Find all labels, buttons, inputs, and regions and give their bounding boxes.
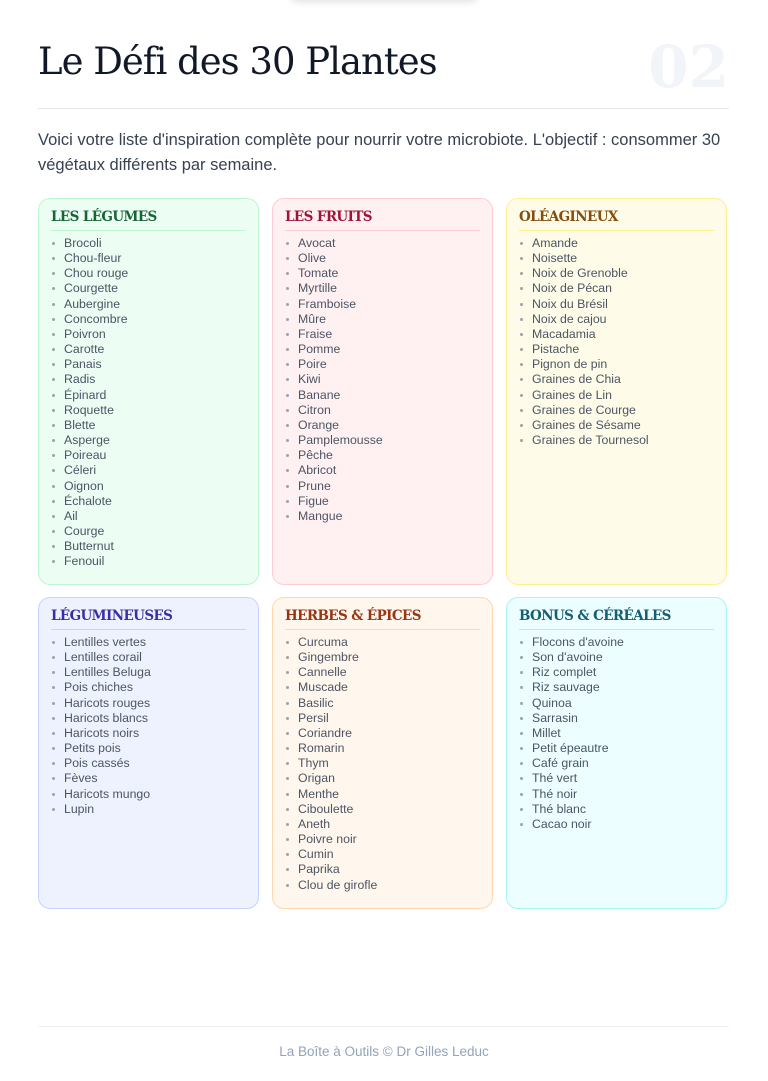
plant-list-item: Tomate (285, 266, 480, 281)
plant-list-item: Prune (285, 479, 480, 494)
plant-list-item: Graines de Chia (519, 372, 714, 387)
plant-list-item: Muscade (285, 680, 480, 695)
plant-list-item: Graines de Sésame (519, 418, 714, 433)
plant-list-item: Graines de Courge (519, 403, 714, 418)
plant-list-item: Lentilles corail (51, 650, 246, 665)
plant-list-item: Haricots noirs (51, 726, 246, 741)
category-title: LÉGUMINEUSES (51, 608, 246, 630)
plant-list-item: Aubergine (51, 297, 246, 312)
plant-list-item: Asperge (51, 433, 246, 448)
plant-list-item: Noix de Pécan (519, 281, 714, 296)
plant-list-item: Panais (51, 357, 246, 372)
plant-list (519, 236, 714, 448)
plant-list-item: Haricots rouges (51, 696, 246, 711)
plant-list-item: Pêche (285, 448, 480, 463)
plant-list-item: Blette (51, 418, 246, 433)
plant-list-item: Noix du Brésil (519, 297, 714, 312)
plant-list-item: Pois cassés (51, 756, 246, 771)
category-title: BONUS & CÉRÉALES (519, 608, 714, 630)
category-title: LES FRUITS (285, 209, 480, 231)
plant-list-item: Oignon (51, 479, 246, 494)
category-card-bonus-cereales (506, 597, 727, 909)
plant-list-item: Avocat (285, 236, 480, 251)
plant-list-item: Haricots mungo (51, 787, 246, 802)
plant-list-item: Persil (285, 711, 480, 726)
plant-list-item: Kiwi (285, 372, 480, 387)
plant-list-item: Carotte (51, 342, 246, 357)
plant-list (519, 635, 714, 832)
plant-list-item: Chou-fleur (51, 251, 246, 266)
category-card-legumineuses (38, 597, 259, 909)
plant-list-item: Gingembre (285, 650, 480, 665)
plant-list-item: Citron (285, 403, 480, 418)
plant-list-item: Roquette (51, 403, 246, 418)
plant-list (51, 236, 246, 569)
plant-list-item: Paprika (285, 862, 480, 877)
plant-list-item: Basilic (285, 696, 480, 711)
plant-list-item: Brocoli (51, 236, 246, 251)
plant-list-item: Cumin (285, 847, 480, 862)
plant-list-item: Figue (285, 494, 480, 509)
category-title: HERBES & ÉPICES (285, 608, 480, 630)
page-title: Le Défi des 30 Plantes (38, 40, 437, 83)
plant-list-item: Flocons d'avoine (519, 635, 714, 650)
plant-list-item: Son d'avoine (519, 650, 714, 665)
plant-list-item: Thé noir (519, 787, 714, 802)
plant-list-item: Poireau (51, 448, 246, 463)
plant-list-item: Riz sauvage (519, 680, 714, 695)
plant-list-item: Millet (519, 726, 714, 741)
plant-list-item: Coriandre (285, 726, 480, 741)
plant-list-item: Thé blanc (519, 802, 714, 817)
plant-list-item: Romarin (285, 741, 480, 756)
plant-list-item: Chou rouge (51, 266, 246, 281)
plant-list-item: Orange (285, 418, 480, 433)
plant-list-item: Cacao noir (519, 817, 714, 832)
plant-list-item: Graines de Lin (519, 388, 714, 403)
plant-list-item: Épinard (51, 388, 246, 403)
plant-list-item: Menthe (285, 787, 480, 802)
page-header (38, 33, 729, 109)
plant-list-item: Pistache (519, 342, 714, 357)
footer-divider (38, 1026, 729, 1027)
plant-list-item: Clou de girofle (285, 878, 480, 893)
plant-list-item: Mûre (285, 312, 480, 327)
plant-list-item: Cannelle (285, 665, 480, 680)
plant-list-item: Poivre noir (285, 832, 480, 847)
plant-list-item: Mangue (285, 509, 480, 524)
plant-list-item: Curcuma (285, 635, 480, 650)
plant-list-item: Amande (519, 236, 714, 251)
category-title: OLÉAGINEUX (519, 209, 714, 231)
page-number: 02 (648, 33, 729, 101)
plant-list (285, 635, 480, 893)
plant-list (285, 236, 480, 524)
plant-list-item: Olive (285, 251, 480, 266)
category-card-oleagineux (506, 198, 727, 585)
category-card-herbes-epices (272, 597, 493, 909)
plant-list-item: Petits pois (51, 741, 246, 756)
plant-list-item: Café grain (519, 756, 714, 771)
category-card-legumes (38, 198, 259, 585)
plant-list-item: Haricots blancs (51, 711, 246, 726)
footer-text: La Boîte à Outils © Dr Gilles Leduc (279, 1044, 489, 1059)
plant-list-item: Lentilles Beluga (51, 665, 246, 680)
plant-list-item: Courge (51, 524, 246, 539)
plant-list-item: Pamplemousse (285, 433, 480, 448)
plant-list-item: Ciboulette (285, 802, 480, 817)
plant-list-item: Framboise (285, 297, 480, 312)
plant-list-item: Noisette (519, 251, 714, 266)
plant-list-item: Radis (51, 372, 246, 387)
plant-list-item: Poivron (51, 327, 246, 342)
plant-list-item: Concombre (51, 312, 246, 327)
category-card-fruits (272, 198, 493, 585)
plant-list-item: Noix de Grenoble (519, 266, 714, 281)
plant-list-item: Aneth (285, 817, 480, 832)
intro-text: Voici votre liste d'inspiration complète pour nourrir votre microbiote. L'objectif : consommer 30 végétaux différents par semaine. (38, 131, 721, 174)
plant-list-item: Courgette (51, 281, 246, 296)
plant-list-item: Graines de Tournesol (519, 433, 714, 448)
plant-list-item: Sarrasin (519, 711, 714, 726)
plant-list-item: Poire (285, 357, 480, 372)
plant-list-item: Lentilles vertes (51, 635, 246, 650)
plant-list-item: Origan (285, 771, 480, 786)
plant-list-item: Banane (285, 388, 480, 403)
plant-list-item: Pomme (285, 342, 480, 357)
plant-list-item: Pois chiches (51, 680, 246, 695)
plant-list-item: Échalote (51, 494, 246, 509)
plant-list-item: Riz complet (519, 665, 714, 680)
plant-list-item: Thym (285, 756, 480, 771)
plant-list-item: Noix de cajou (519, 312, 714, 327)
plant-list-item: Thé vert (519, 771, 714, 786)
plant-list-item: Butternut (51, 539, 246, 554)
plant-list-item: Fèves (51, 771, 246, 786)
plant-list-item: Macadamia (519, 327, 714, 342)
plant-list (51, 635, 246, 817)
plant-list-item: Myrtille (285, 281, 480, 296)
plant-list-item: Lupin (51, 802, 246, 817)
plant-list-item: Fraise (285, 327, 480, 342)
plant-list-item: Petit épeautre (519, 741, 714, 756)
plant-list-item: Fenouil (51, 554, 246, 569)
plant-list-item: Abricot (285, 463, 480, 478)
category-title: LES LÉGUMES (51, 209, 246, 231)
plant-list-item: Céleri (51, 463, 246, 478)
plant-list-item: Quinoa (519, 696, 714, 711)
plant-list-item: Ail (51, 509, 246, 524)
plant-list-item: Pignon de pin (519, 357, 714, 372)
